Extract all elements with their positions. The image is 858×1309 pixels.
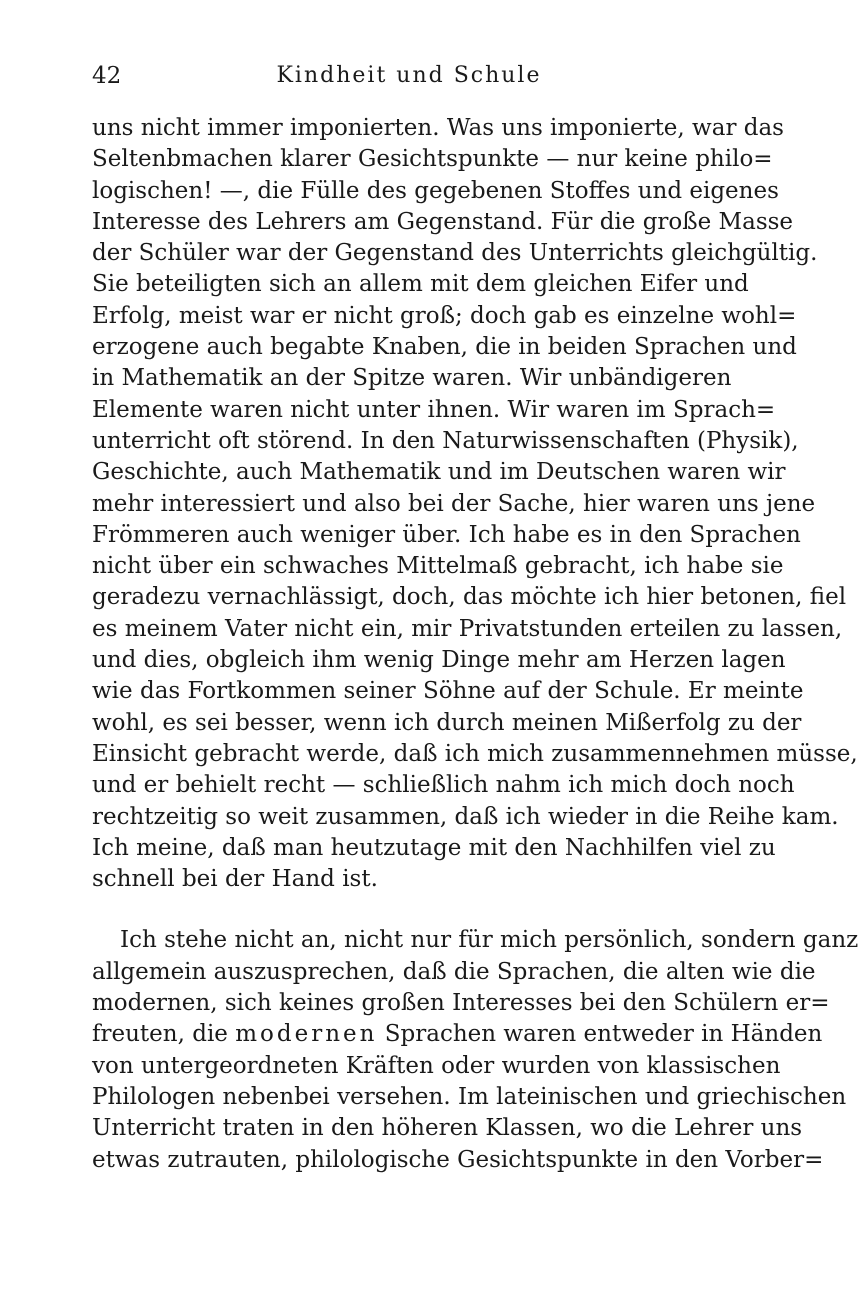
- text-line: es meinem Vater nicht ein, mir Privatstunden erteilen zu lassen,: [92, 615, 843, 642]
- text-line: Unterricht traten in den höheren Klassen, wo die Lehrer uns: [92, 1115, 803, 1142]
- text-line: mehr interessiert und also bei der Sache, hier waren uns jene: [92, 490, 816, 517]
- text-line: erzogene auch begabte Knaben, die in beiden Sprachen und: [92, 334, 797, 361]
- text-line: Frömmeren auch weniger über. Ich habe es in den Sprachen: [92, 521, 801, 548]
- text-line: unterricht oft störend. In den Naturwissenschaften (Physik),: [92, 427, 799, 454]
- paragraph: [92, 925, 858, 1175]
- paragraph-gap: [92, 895, 726, 925]
- text-line: von untergeordneten Kräften oder wurden von klassischen: [92, 1052, 781, 1079]
- text-line: in Mathematik an der Spitze waren. Wir unbändigeren: [92, 365, 732, 392]
- text-line: Elemente waren nicht unter ihnen. Wir waren im Sprach=: [92, 396, 776, 423]
- text-line: Erfolg, meist war er nicht groß; doch gab es einzelne wohl=: [92, 302, 797, 329]
- text-line: logischen! —, die Fülle des gegebenen Stoffes und eigenes: [92, 177, 779, 204]
- text-line: geradezu vernachlässigt, doch, das möchte ich hier betonen, fiel: [92, 584, 847, 611]
- text-line: Seltenbmachen klarer Gesichtspunkte — nur keine philo=: [92, 146, 773, 173]
- body-text: [92, 113, 858, 1176]
- text-line: Einsicht gebracht werde, daß ich mich zusammennehmen müsse,: [92, 740, 858, 767]
- text-line: Geschichte, auch Mathematik und im Deutschen waren wir: [92, 459, 786, 486]
- text-line: modernen, sich keines großen Interesses bei den Schülern er=: [92, 990, 830, 1017]
- running-head: Kindheit und Schule: [276, 63, 542, 88]
- text-line: der Schüler war der Gegenstand des Unterrichts gleichgültig.: [92, 240, 818, 267]
- text-line: nicht über ein schwaches Mittelmaß gebracht, ich habe sie: [92, 553, 784, 580]
- text-line: rechtzeitig so weit zusammen, daß ich wieder in die Reihe kam.: [92, 803, 839, 830]
- page-header: [92, 60, 726, 100]
- text-line: und dies, obgleich ihm wenig Dinge mehr am Herzen lagen: [92, 647, 786, 674]
- text-line: allgemein auszusprechen, daß die Sprachen, die alten wie die: [92, 958, 816, 985]
- paragraph: [92, 113, 858, 895]
- text-line: Philologen nebenbei versehen. Im lateinischen und griechischen: [92, 1083, 847, 1110]
- text-line: Ich stehe nicht an, nicht nur für mich persönlich, sondern ganz: [120, 927, 858, 954]
- emphasized-word: modernen: [235, 1021, 378, 1048]
- page-number: 42: [92, 63, 122, 89]
- text-line: etwas zutrauten, philologische Gesichtspunkte in den Vorber=: [92, 1146, 824, 1173]
- text-line: Sie beteiligten sich an allem mit dem gleichen Eifer und: [92, 271, 749, 298]
- text-line: schnell bei der Hand ist.: [92, 866, 378, 893]
- text-line: freuten, die modernen Sprachen waren entweder in Händen: [92, 1021, 823, 1048]
- text-line: uns nicht immer imponierten. Was uns imponierte, war das: [92, 115, 784, 141]
- text-line: wohl, es sei besser, wenn ich durch meinen Mißerfolg zu der: [92, 709, 802, 736]
- text-line: und er behielt recht — schließlich nahm ich mich doch noch: [92, 772, 795, 799]
- text-line: Ich meine, daß man heutzutage mit den Nachhilfen viel zu: [92, 834, 776, 861]
- text-line: Interesse des Lehrers am Gegenstand. Für die große Masse: [92, 208, 794, 235]
- text-line: wie das Fortkommen seiner Söhne auf der Schule. Er meinte: [92, 678, 804, 705]
